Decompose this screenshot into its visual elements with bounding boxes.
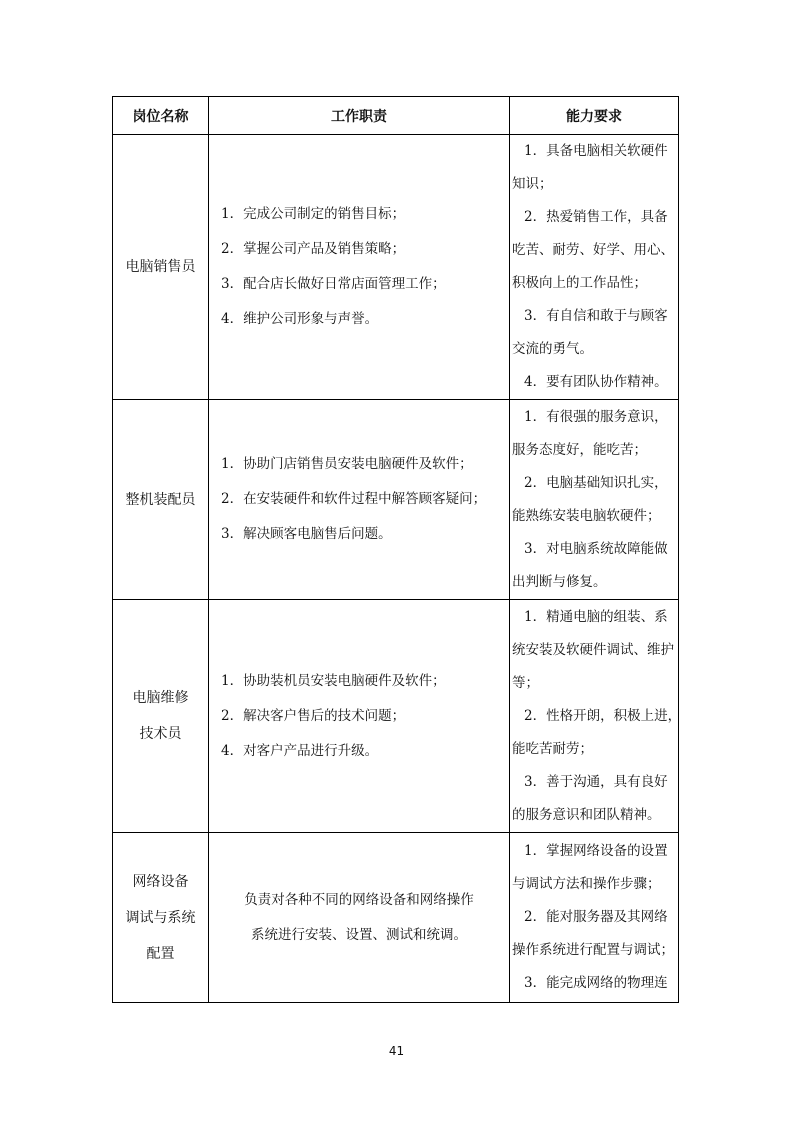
requirement-line: 交流的勇气。	[512, 341, 593, 357]
requirement-line: 能熟练安装电脑软硬件；	[512, 507, 661, 524]
role-text: 电脑销售员	[125, 259, 196, 275]
requirement-line: 1．掌握网络设备的设置	[524, 843, 668, 859]
requirement-line: 积极向上的工作品性；	[512, 275, 647, 291]
requirement-line: 3．对电脑系统故障能做	[524, 540, 668, 557]
requirement-line: 的服务意识和团队精神。	[512, 806, 661, 823]
requirement-line: 1．精通电脑的组装、系	[524, 608, 668, 625]
header-role: 岗位名称	[113, 97, 209, 135]
requirement-line: 3．善于沟通，具有良好	[524, 773, 668, 790]
duties-cell	[209, 833, 510, 1003]
duty-line: 系统进行安装、设置、测试和统调。	[251, 926, 467, 943]
duty-line: 4．维护公司形象与声誉。	[221, 311, 379, 327]
table-row	[113, 833, 679, 1003]
duty-line: 1．完成公司制定的销售目标；	[221, 206, 406, 222]
table-header-row	[113, 97, 679, 135]
duties-cell	[209, 600, 510, 833]
role-text: 网络设备	[132, 873, 189, 890]
requirement-line: 2．电脑基础知识扎实，	[524, 474, 668, 491]
role-cell	[113, 400, 209, 600]
duty-line: 1．协助门店销售员安装电脑硬件及软件；	[221, 456, 473, 472]
requirements-cell	[510, 135, 679, 400]
duty-line: 1．协助装机员安装电脑硬件及软件；	[221, 672, 446, 689]
duty-line: 3．配合店长做好日常店面管理工作；	[221, 276, 446, 292]
duties-cell	[209, 135, 510, 400]
requirement-line: 4．要有团队协作精神。	[524, 374, 668, 390]
role-cell	[113, 135, 209, 400]
role-text: 整机装配员	[125, 491, 196, 508]
header-duties: 工作职责	[209, 97, 510, 135]
role-cell	[113, 600, 209, 833]
requirement-line: 吃苦、耐劳、好学、用心、	[512, 242, 674, 258]
requirement-line: 知识；	[512, 176, 553, 192]
page-number: 41	[388, 1044, 405, 1058]
duty-line: 负责对各种不同的网络设备和网络操作	[244, 891, 474, 908]
duty-line: 4．对客户产品进行升级。	[221, 742, 379, 759]
requirement-line: 统安装及软硬件调试、维护	[512, 641, 674, 658]
requirement-line: 服务态度好，能吃苦；	[512, 441, 647, 458]
requirement-line: 与调试方法和操作步骤；	[512, 876, 661, 892]
duty-line: 2．解决客户售后的技术问题；	[221, 707, 406, 724]
requirement-line: 3．有自信和敢于与顾客	[524, 308, 668, 324]
requirement-line: 能吃苦耐劳；	[512, 740, 593, 757]
table-row	[113, 400, 679, 600]
requirements-cell	[510, 833, 679, 1003]
duty-line: 2．掌握公司产品及销售策略；	[221, 241, 406, 257]
role-text: 调试与系统	[125, 909, 196, 926]
requirements-cell	[510, 600, 682, 833]
role-text: 电脑维修	[132, 690, 189, 706]
job-table	[112, 96, 682, 1003]
requirement-line: 操作系统进行配置与调试；	[512, 942, 674, 958]
requirements-cell	[510, 400, 679, 600]
requirement-line: 1．有很强的服务意识，	[524, 408, 668, 425]
requirement-line: 等；	[512, 674, 539, 691]
role-text: 技术员	[139, 726, 182, 742]
header-requirements: 能力要求	[510, 97, 679, 135]
role-text: 配置	[146, 945, 175, 962]
role-cell	[113, 833, 209, 1003]
requirement-line: 3．能完成网络的物理连	[524, 975, 668, 991]
requirement-line: 2．性格开朗，积极上进，	[524, 707, 682, 724]
table-row	[113, 600, 679, 833]
requirement-line: 2．热爱销售工作，具备	[524, 209, 668, 225]
requirement-line: 2．能对服务器及其网络	[524, 909, 668, 925]
duty-line: 3．解决顾客电脑售后问题。	[221, 526, 392, 542]
duty-line: 2．在安装硬件和软件过程中解答顾客疑问；	[221, 491, 487, 507]
requirement-line: 1．具备电脑相关软硬件	[524, 143, 668, 159]
duties-cell	[209, 400, 510, 600]
table-row	[113, 135, 679, 400]
requirement-line: 出判断与修复。	[512, 573, 607, 590]
